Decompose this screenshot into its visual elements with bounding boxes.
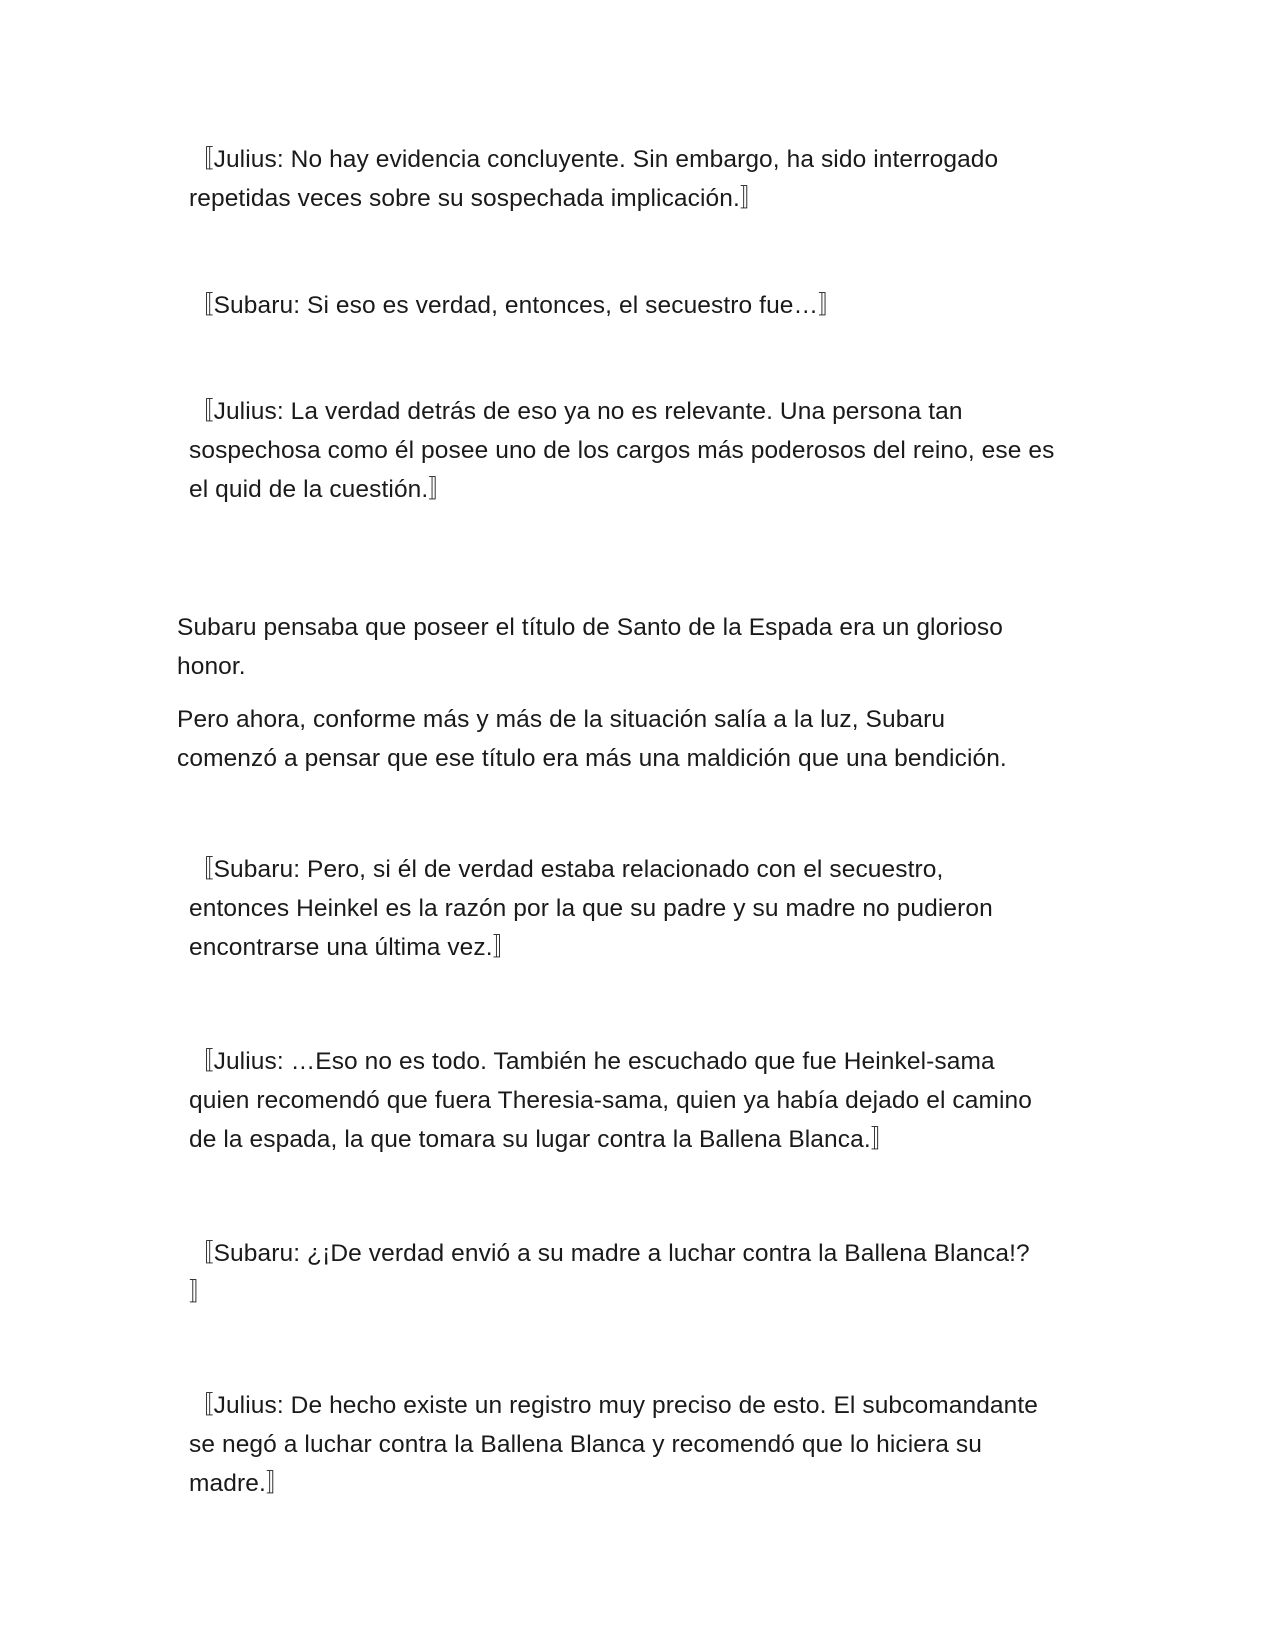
text-line: 〚Julius: No hay evidencia concluyente. Sin embargo, ha sido interrogado [189, 146, 999, 173]
text-line: encontrarse una última vez.〛 [189, 934, 518, 961]
paragraph-julius-2 [177, 392, 1107, 509]
paragraph-narration-2 [177, 700, 1107, 778]
text-line: repetidas veces sobre su sospechada implicación.〛 [189, 185, 765, 212]
paragraph-narration-1 [177, 608, 1107, 686]
text-line: 〚Julius: …Eso no es todo. También he escuchado que fue Heinkel-sama [189, 1048, 995, 1075]
text-line: sospechosa como él posee uno de los cargos más poderosos del reino, ese es [189, 437, 1055, 464]
text-line: madre.〛 [189, 1470, 291, 1497]
text-line: Pero ahora, conforme más y más de la situación salía a la luz, Subaru [177, 706, 946, 733]
text-line: 〚Subaru: Si eso es verdad, entonces, el secuestro fue…〛 [189, 292, 843, 319]
text-line: se negó a luchar contra la Ballena Blanca y recomendó que lo hiciera su [189, 1431, 982, 1458]
text-line: entonces Heinkel es la razón por la que su padre y su madre no pudieron [189, 895, 993, 922]
paragraph-subaru-1 [177, 286, 1107, 325]
paragraph-julius-4 [177, 1386, 1107, 1503]
text-line: Subaru pensaba que poseer el título de Santo de la Espada era un glorioso [177, 614, 1003, 641]
text-line: quien recomendó que fuera Theresia-sama, quien ya había dejado el camino [189, 1087, 1033, 1114]
text-line: 〚Subaru: ¿¡De verdad envió a su madre a luchar contra la Ballena Blanca!? [189, 1240, 1030, 1267]
text-line: de la espada, la que tomara su lugar contra la Ballena Blanca.〛 [189, 1126, 896, 1153]
paragraph-subaru-2 [177, 850, 1107, 967]
text-line: 〚Julius: La verdad detrás de eso ya no es relevante. Una persona tan [189, 398, 963, 425]
text-line: el quid de la cuestión.〛 [189, 476, 453, 503]
text-line: comenzó a pensar que ese título era más una maldición que una bendición. [177, 745, 1007, 772]
text-line: honor. [177, 653, 246, 680]
text-line: 〚Julius: De hecho existe un registro muy preciso de esto. El subcomandante [189, 1392, 1039, 1419]
text-line: 〛 [189, 1279, 214, 1306]
paragraph-julius-1 [177, 140, 1107, 218]
paragraph-subaru-3 [177, 1234, 1107, 1312]
text-line: 〚Subaru: Pero, si él de verdad estaba relacionado con el secuestro, [189, 856, 944, 883]
paragraph-julius-3 [177, 1042, 1107, 1159]
